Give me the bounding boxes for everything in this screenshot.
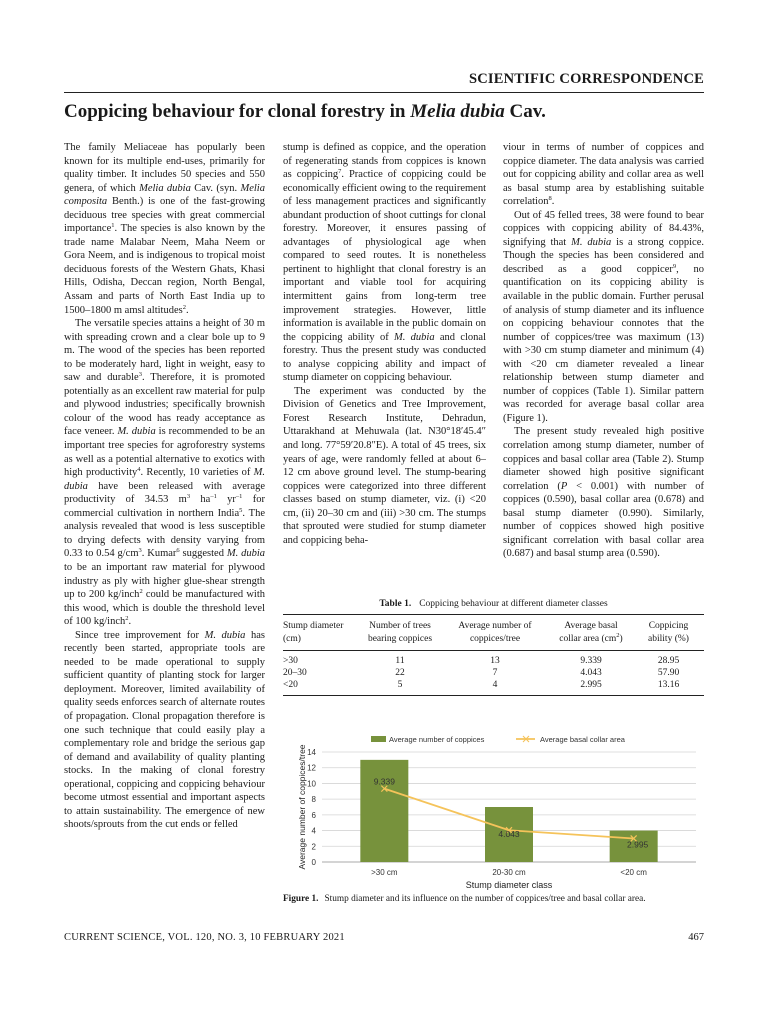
bar [360, 760, 408, 862]
table-cell: 4.043 [580, 668, 602, 678]
paragraph: The experiment was conducted by the Division of Genetics and Tree Improvement, Forest Research Institute, Dehradun, Uttarakhand at Mehuwala (lat. N30°18′45.4″ and long. 77°59′20.8″E). A total of 45 trees, six years of age, were randomly felled at about 6–12 cm above ground level. The stump-bearing coppices were categorized into three different classes based on stump diameter, viz. (i) <20 cm, (ii) 20–30 cm and (iii) >30 cm. The stumps that sprouted were studied for stump diameter and coppicing beha- [283, 385, 486, 546]
table-cell: 4 [492, 680, 498, 690]
text-column-1 [64, 141, 265, 921]
paragraph: The family Meliaceae has popularly been known for its multiple end-uses, primarily for quality timber. It includes 50 species and 550 genera, of which Melia dubia Cav. (syn. Melia composita Benth.) is one of the fast-growing deciduous tree species with great commercial importance$^1$. The species is also known by the trade name Malabar Neem, Maha Neem or Gora Neem, and is indigenous to tropical moist deciduous forests of the Western Ghats, Khasi Hills, Odisha, Deccan region, North Bengal, Assam and parts of North East India up to 1500–1800 m amsl altitudes$^2$. [64, 142, 265, 316]
figure-1 [283, 727, 704, 890]
table-cell: 13.16 [657, 680, 680, 690]
table-row [283, 667, 704, 679]
table-cell: 28.95 [657, 656, 680, 666]
x-axis-title: Stump diameter class [465, 880, 553, 890]
y-tick-label: 8 [311, 795, 316, 805]
title-suffix: Cav. [504, 101, 546, 122]
paragraph: stump is defined as coppice, and the operation of regenerating stands from coppices is known as coppicing$^7$. Practice of coppicing could be economically efficient owing to the requirement of less management practices and significantly abundant production of shoot cuttings for clonal forestry. Moreover, it ensures passing of advantages of physiological age when compared to seed routes. It is nonetheless pertinent to highlight that clonal forestry is an important and viable tool for acquiring intermittent gains from long-term tree improvement strategies. However, little information is available in the public domain on the coppicing ability of M. dubia and clonal forestry. Thus the present study was conducted to analyse coppicing ability and impact of stump diameter on coppicing behaviour. [283, 142, 486, 384]
figure-caption-text: Stump diameter and its influence on the number of coppices/tree and basal collar area. [324, 894, 646, 904]
chart [283, 727, 704, 890]
table-cell: 2.995 [580, 680, 602, 690]
y-tick-label: 6 [311, 810, 316, 820]
y-tick-label: 4 [311, 826, 316, 836]
header-rule [64, 92, 704, 93]
data-label: 4.043 [498, 829, 520, 840]
figure-label: Figure 1. [283, 894, 319, 904]
table-cell: <20 [283, 680, 298, 690]
y-tick-label: 14 [307, 748, 316, 757]
table-cell: 13 [490, 656, 500, 666]
legend-swatch-bar [371, 736, 386, 742]
table-cell: 20–30 [283, 668, 307, 678]
paragraph: Since tree improvement for M. dubia has recently been started, appropriate tools are needed to be made operational to supply sufficient quantity of planting stock for larger deployment. Moreover, limited availability of quality seeds enforces search of alternate routes of propagation. Clonal propagation therefore is one such technique that could easily play a complementary role and bridge the serious gap of demand and availability of quality planting stocks. In the making of clonal forestry operational, coppicing and coppicing behaviour become utmost essential and important aspects to attain sustainability. The emergence of new shoots/sprouts from the cut ends or felled [64, 629, 265, 831]
table-row [283, 655, 704, 667]
table-header-rule [283, 650, 704, 651]
table-header-cell: Stump diameter (cm) [283, 621, 344, 644]
table-cell: 22 [395, 668, 405, 678]
legend-label: Average basal collar area [540, 735, 625, 744]
y-tick-label: 12 [307, 763, 316, 773]
text-column-3 [503, 141, 704, 587]
x-tick-label: >30 cm [371, 868, 398, 877]
table-caption [283, 599, 704, 609]
title-species: Melia dubia [410, 101, 505, 122]
data-label: 2.995 [627, 839, 649, 850]
x-tick-label: 20-30 cm [492, 868, 526, 877]
table-cell: 9.339 [580, 656, 602, 666]
paragraph: The versatile species attains a height of 30 m with spreading crown and a clear bole up to 9 m. The wood of the species has been reported to be moderately hard, light in weight, easy to saw and durable$^3$. Therefore, it is promoted potentially as an excellent raw material for pulp and plywood industries; specifically brownish colour of the wood has ready acceptance as face veneer. M. dubia is recommended to be an important tree species for agroforestry systems as well as a potential alternative to exotics with high productivity$^4$. Recently, 10 varieties of M. dubia have been released with average productivity of 34.53 $m^3$ $ha^{-1}$ $yr^{-1}$ for commercial cultivation in northern India$^5$. The analysis revealed that wood is less susceptible to drying defects with density varying from 0.33 to 0.54 $g/cm^3$. Kumar$^6$ suggested M. dubia to be an important raw material for plywood industry as ply with higher glue-shear strength up to 200 kg/inch$^2$ could be manufactured with this wood, which is double the threshold level of 100 kg/inch$^2$. [64, 318, 265, 628]
article-title [64, 101, 546, 123]
y-tick-label: 10 [307, 779, 316, 789]
y-axis-title: Average number of coppices/tree [297, 744, 307, 870]
title-prefix: Coppicing behaviour for clonal forestry in [64, 101, 411, 122]
y-tick-label: 2 [311, 842, 316, 852]
table-header-cell: Number of trees bearing coppices [367, 621, 433, 644]
table-bottom-rule [283, 695, 704, 696]
table-cell: 11 [395, 656, 405, 666]
paragraph: viour in terms of number of coppices and coppice diameter. The data analysis was carried out for coppicing ability and collar area as well as basal stump area by establishing suitable correlation$^8$. [503, 142, 704, 208]
table-row [283, 679, 704, 691]
table-cell: 7 [492, 668, 498, 678]
journal-footer: CURRENT SCIENCE, VOL. 120, NO. 3, 10 FEBRUARY 2021 [64, 932, 345, 943]
table-label: Table 1. [379, 599, 412, 609]
table-header-cell: Coppicing ability (%) [648, 621, 689, 644]
table-header-cell: Average number of coppices/tree [458, 621, 532, 644]
data-label: 9.339 [373, 776, 395, 787]
page-number: 467 [688, 932, 704, 943]
text-column-2 [283, 141, 486, 587]
table-caption-text: Coppicing behaviour at different diameter classes [419, 599, 608, 609]
table-cell: 5 [397, 680, 403, 690]
legend-label: Average number of coppices [389, 735, 485, 744]
table-header [283, 620, 704, 648]
table-cell: >30 [283, 656, 298, 666]
y-tick-label: 0 [311, 858, 316, 867]
table-top-rule [283, 614, 704, 615]
section-heading: SCIENTIFIC CORRESPONDENCE [468, 71, 704, 87]
figure-caption [283, 893, 704, 906]
paragraph: The present study revealed high positive correlation among stump diameter, number of coppices and basal collar area (Table 2). Stump diameter showed high positive significant correlation (P < 0.001) with number of coppices (0.590), basal collar area (0.678) and basal stump diameter (0.990). Similarly, number of coppices showed high positive significant correlation with basal collar area (0.687) and basal stump area (0.590). [503, 426, 704, 560]
table-header-cell: Average basal collar area $(cm^2)$ [559, 621, 623, 644]
x-tick-label: <20 cm [620, 868, 647, 877]
paragraph: Out of 45 felled trees, 38 were found to bear coppices with coppicing ability of 84.43%, signifying that M. dubia is a strong coppice. Though the species has been considered and described as a good coppicer$^9$, no quantification on its coppicing ability is available in the public domain. Further perusal of analysis of stump diameter and its influence on coppicing behaviour connotes that the number of coppices/tree was maximum (13) with >30 cm stump diameter and minimum (4) with <20 cm diameter revealed a linear relationship between stump diameter and number of coppices (Table 1). Similar pattern was recorded for average basal collar area (Figure 1). [503, 209, 704, 424]
table-cell: 57.90 [657, 668, 680, 678]
